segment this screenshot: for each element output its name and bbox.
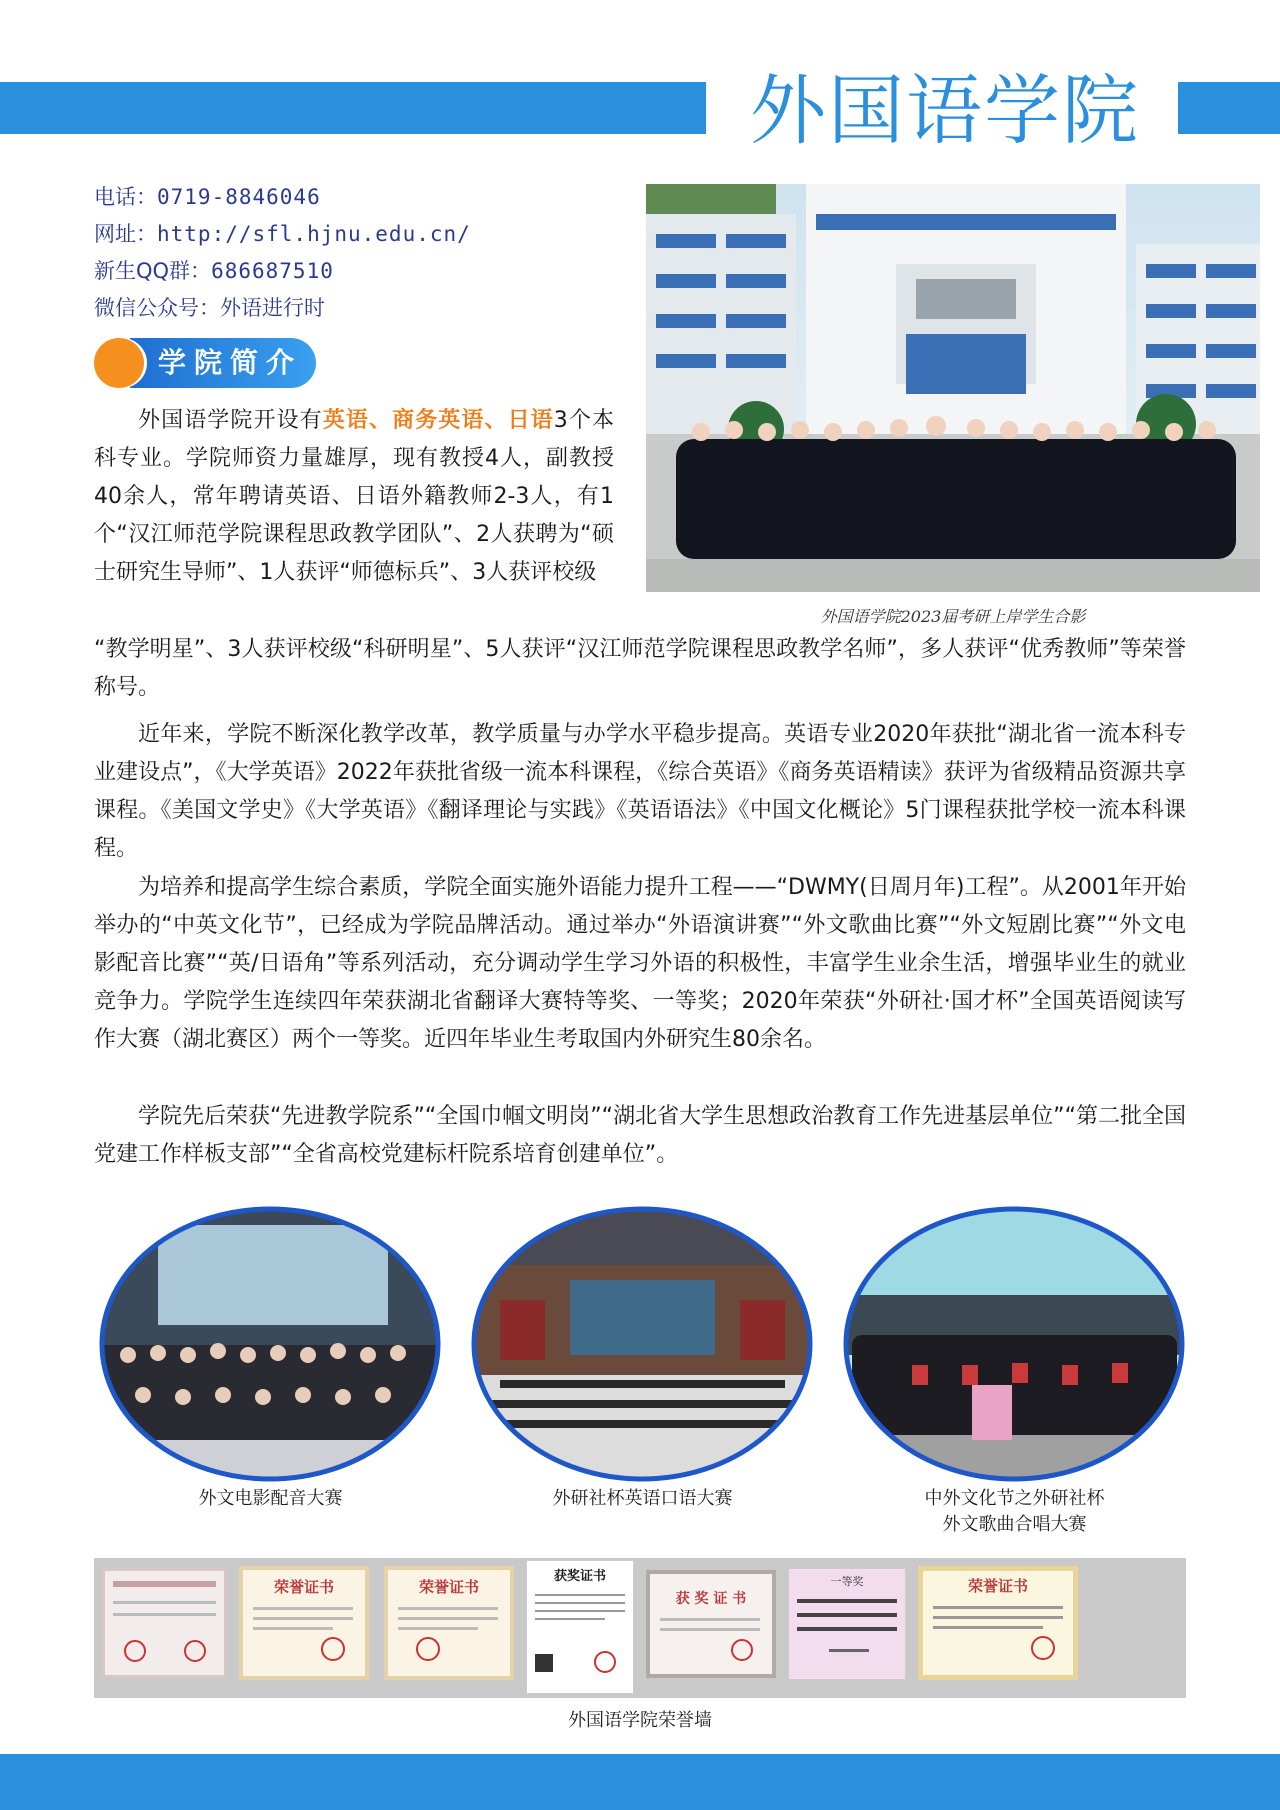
certificate-1 <box>102 1568 227 1678</box>
intro-lead: 外国语学院开设有 <box>138 408 323 433</box>
activities-paragraph: 为培养和提高学生综合素质，学院全面实施外语能力提升工程——“DWMY(日周月年)工程”。从2001年开始举办的“中英文化节”，已经成为学院品牌活动。通过举办“外语演讲赛”“外文歌曲比赛”“外文短剧比赛”“外文电影配音比赛”“英/日语角”等系列活动，充分调动学生学习外语的积极性，丰富学生业余生活，增强毕业生的就业竞争力。学院学生连续四年荣获湖北省翻译大赛特等奖、一等奖；2020年荣获“外研社·国才杯”全国英语阅读写作大赛（湖北赛区）两个一等奖。近四年毕业生考取国内外研究生80余名。 <box>94 875 1186 1052</box>
honors-paragraph: 学院先后荣获“先进教学院系”“全国巾帼文明岗”“湖北省大学生思想政治教育工作先进基层单位”“第二批全国党建工作样板支部”“全省高校党建标杆院系培育创建单位”。 <box>94 1104 1186 1167</box>
certificate-6-title: 一等奖 <box>830 1575 864 1588</box>
event-caption-speaking: 外研社杯英语口语大赛 <box>552 1488 733 1509</box>
graduation-group-photo <box>646 184 1260 592</box>
intro-paragraph <box>94 402 614 592</box>
reform-paragraph: 近年来，学院不断深化教学改革，教学质量与办学水平稳步提高。英语专业2020年获批“湖北省一流本科专业建设点”，《大学英语》2022年获批省级一流本科课程，《综合英语》《商务英语精读》获评为省级精品资源共享课程。《美国文学史》《大学英语》《翻译理论与实践》《英语语法》《中国文化概论》5门课程获批学校一流本科课程。 <box>94 722 1186 861</box>
certificate-3-title: 荣誉证书 <box>418 1578 479 1596</box>
header-band-left <box>0 82 706 134</box>
graduation-photo-caption: 外国语学院2023届考研上岸学生合影 <box>820 607 1086 626</box>
event-caption-dubbing: 外文电影配音大赛 <box>198 1488 343 1509</box>
contact-wechat <box>94 293 325 323</box>
event-photo-speaking <box>470 1205 815 1483</box>
website-link[interactable]: http://sfl.hjnu.edu.cn/ <box>157 222 471 246</box>
event-caption-chorus-line2: 外文歌曲合唱大赛 <box>942 1514 1087 1535</box>
certificate-4-title: 获奖证书 <box>553 1569 606 1584</box>
qq-label: 新生QQ群： <box>94 259 212 283</box>
certificate-5-title: 获 奖 证 书 <box>675 1591 747 1607</box>
event-caption-chorus-line1: 中外文化节之外研社杯 <box>924 1488 1105 1509</box>
certificate-6 <box>788 1568 906 1680</box>
website-label: 网址： <box>94 222 157 246</box>
certificate-2-title: 荣誉证书 <box>273 1578 334 1596</box>
phone-value: 0719-8846046 <box>157 185 321 209</box>
footer-band <box>0 1754 1280 1810</box>
contact-website <box>94 219 471 249</box>
wechat-label: 微信公众号： <box>94 296 220 320</box>
event-photo-dubbing <box>98 1205 443 1483</box>
contact-phone <box>94 182 321 212</box>
section-heading-dot <box>94 338 144 388</box>
page-title: 外国语学院 <box>750 66 1140 155</box>
certificate-7-title: 荣誉证书 <box>967 1577 1028 1595</box>
phone-label: 电话： <box>94 185 157 209</box>
intro-body: 3个本科专业。学院师资力量雄厚，现有教授4人，副教授40余人，常年聘请英语、日语外籍教师2-3人，有1个“汉江师范学院课程思政教学团队”、2人获聘为“硕士研究生导师”、1人获评“师德标兵”、3人获评校级 <box>94 408 614 585</box>
event-photo-chorus <box>842 1205 1187 1483</box>
majors-highlight: 英语、商务英语、日语 <box>322 408 554 433</box>
certificate-2 <box>239 1566 369 1680</box>
honor-wall <box>94 1558 1186 1698</box>
certificate-3 <box>384 1566 514 1680</box>
honor-wall-caption: 外国语学院荣誉墙 <box>568 1710 712 1731</box>
certificate-5 <box>646 1570 776 1678</box>
qq-value: 686687510 <box>211 259 334 283</box>
certificate-7 <box>918 1566 1078 1680</box>
header-band-right <box>1178 82 1280 134</box>
contact-qq <box>94 256 334 286</box>
wechat-value: 外语进行时 <box>220 296 325 320</box>
intro-paragraph-continued: “教学明星”、3人获评校级“科研明星”、5人获评“汉江师范学院课程思政教学名师”，多人获评“优秀教师”等荣誉称号。 <box>94 637 1186 700</box>
section-heading: 学院简介 <box>130 338 316 388</box>
certificate-4 <box>526 1560 634 1694</box>
event-caption-chorus <box>842 1486 1187 1538</box>
